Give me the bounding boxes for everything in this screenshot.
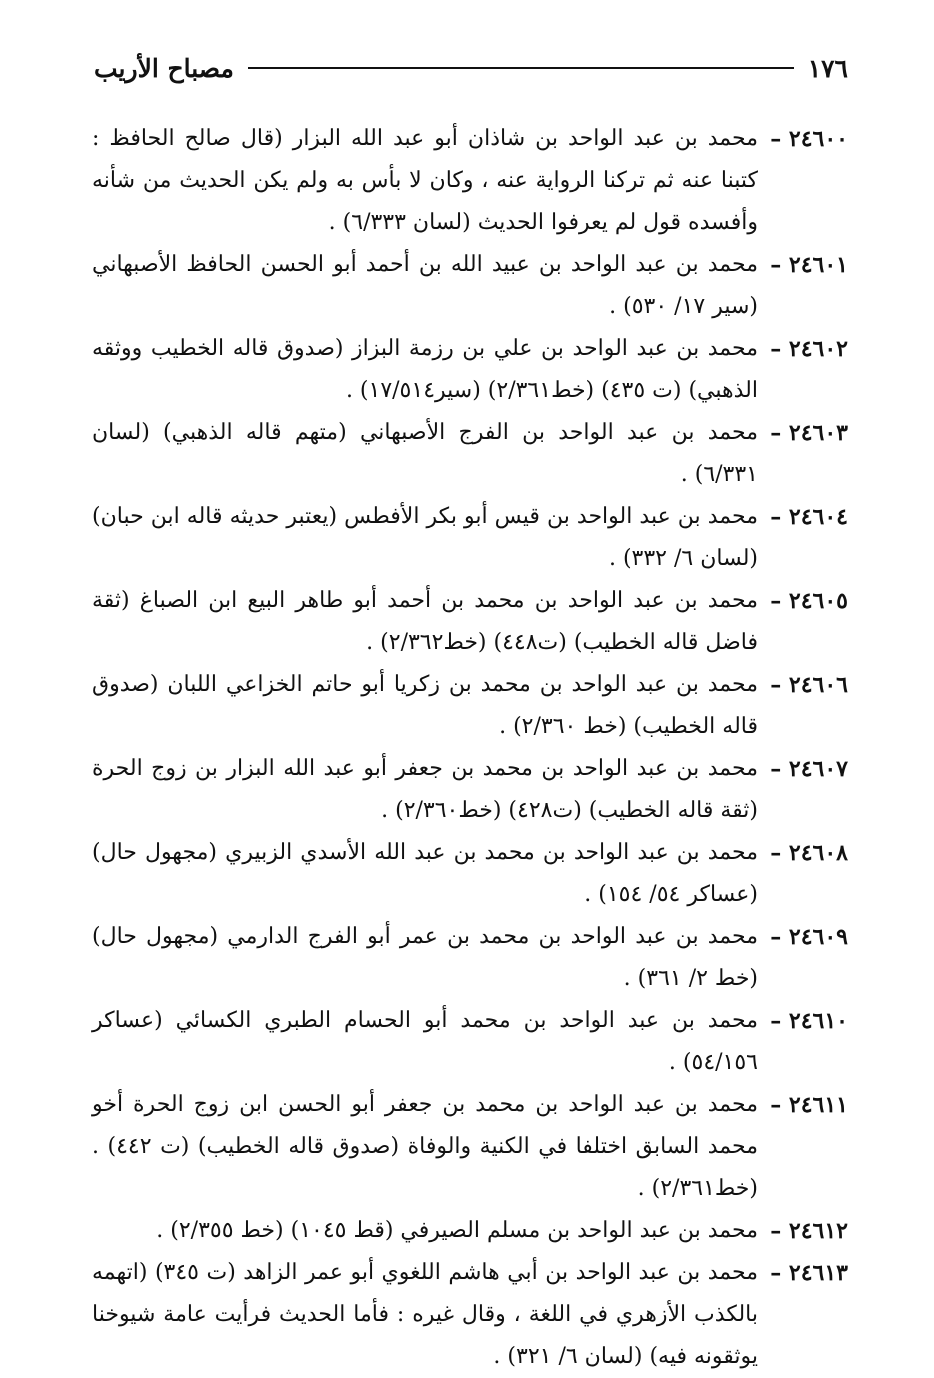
- entry-text: محمد بن عبد الواحد بن محمد بن أحمد أبو طاهر البيع ابن الصباغ (ثقة فاضل قاله الخطيب) (ت٤٤٨) (خط٢/٣٦٢) .: [92, 588, 758, 655]
- entry-24602: [92, 328, 848, 412]
- entry-text: محمد بن عبد الواحد بن عبيد الله بن أحمد أبو الحسن الحافظ الأصبهاني (سير ١٧/ ٥٣٠) .: [92, 252, 758, 319]
- page-number: ١٧٦: [807, 53, 848, 83]
- page-header: [94, 48, 848, 88]
- entry-24604: [92, 496, 848, 580]
- entry-24612: [92, 1210, 848, 1252]
- entry-number: ٢٤٦٠٦ –: [770, 672, 848, 698]
- entry-text: محمد بن عبد الواحد بن محمد بن عبد الله الأسدي الزبيري (مجهول حال) (عساكر ٥٤/ ١٥٤) .: [92, 840, 758, 907]
- entry-number: ٢٤٦٠١ –: [770, 252, 848, 278]
- entry-text: محمد بن عبد الواحد بن شاذان أبو عبد الله البزار (قال صالح الحافظ : كتبنا عنه ثم تركنا الرواية عنه ، وكان لا بأس به ولم يكن الحديث من شأنه وأفسده قول لم يعرفوا الحديث (لسان ٦/٣٣٣) .: [92, 126, 758, 235]
- entry-text: محمد بن عبد الواحد بن الفرج الأصبهاني (متهم قاله الذهبي) (لسان ٦/٣٣١) .: [92, 420, 758, 487]
- entry-number: ٢٤٦٠٣ –: [770, 420, 848, 446]
- entry-text: محمد بن عبد الواحد بن محمد بن جعفر أبو عبد الله البزار بن زوج الحرة (ثقة قاله الخطيب) (ت٤٢٨) (خط٢/٣٦٠) .: [92, 756, 759, 823]
- entry-24601: [92, 244, 848, 328]
- entry-24609: [92, 916, 848, 1000]
- entry-number: ٢٤٦١١ –: [770, 1092, 848, 1118]
- entry-list: [92, 118, 848, 1378]
- entry-24608: [92, 832, 848, 916]
- entry-number: ٢٤٦٠٢ –: [770, 336, 848, 362]
- entry-text: محمد بن عبد الواحد بن علي بن رزمة البزاز (صدوق قاله الخطيب ووثقه الذهبي) (ت ٤٣٥) (خط٢/٣٦١) (سير١٧/٥١٤) .: [92, 336, 758, 403]
- entry-number: ٢٤٦٠٤ –: [770, 504, 848, 530]
- entry-text: محمد بن عبد الواحد بن محمد بن زكريا أبو حاتم الخزاعي اللبان (صدوق قاله الخطيب) (خط ٢/٣٦٠) .: [92, 672, 758, 739]
- running-title: مصباح الأريب: [94, 53, 234, 83]
- entry-number: ٢٤٦١٠ –: [770, 1008, 848, 1034]
- entry-number: ٢٤٦٠٨ –: [770, 840, 848, 866]
- entry-text: محمد بن عبد الواحد بن مسلم الصيرفي (قط ١٠٤٥) (خط ٢/٣٥٥) .: [156, 1218, 758, 1243]
- entry-number: ٢٤٦٠٥ –: [770, 588, 848, 614]
- entry-text: محمد بن عبد الواحد بن أبي هاشم اللغوي أبو عمر الزاهد (ت ٣٤٥) (اتهمه بالكذب الأزهري في اللغة ، وقال غيره : فأما الحديث فرأيت عامة شيوخنا يوثقونه فيه) (لسان ٦/ ٣٢١) .: [92, 1260, 758, 1369]
- entry-24610: [92, 1000, 848, 1084]
- entry-number: ٢٤٦٠٠ –: [770, 126, 848, 152]
- entry-text: محمد بن عبد الواحد بن محمد بن عمر أبو الفرج الدارمي (مجهول حال) (خط ٢/ ٣٦١) .: [92, 924, 758, 991]
- header-rule: [248, 67, 794, 69]
- entry-24606: [92, 664, 848, 748]
- entry-24603: [92, 412, 848, 496]
- entry-number: ٢٤٦١٣ –: [770, 1260, 848, 1286]
- entry-24611: [92, 1084, 848, 1210]
- entry-24600: [92, 118, 848, 244]
- entry-24607: [92, 748, 848, 832]
- entry-24605: [92, 580, 848, 664]
- entry-24613: [92, 1252, 848, 1378]
- entry-number: ٢٤٦٠٩ –: [770, 924, 848, 950]
- entry-text: محمد بن عبد الواحد بن قيس أبو بكر الأفطس (يعتبر حديثه قاله ابن حبان) (لسان ٦/ ٣٣٢) .: [92, 504, 758, 571]
- entry-text: محمد بن عبد الواحد بن محمد بن جعفر أبو الحسن ابن زوج الحرة أخو محمد السابق اختلفا في الكنية والوفاة (صدوق قاله الخطيب) (ت ٤٤٢) . (خط٢/٣٦١) .: [92, 1092, 758, 1201]
- entry-number: ٢٤٦١٢ –: [770, 1218, 848, 1244]
- entry-number: ٢٤٦٠٧ –: [770, 756, 848, 782]
- entry-text: محمد بن عبد الواحد بن محمد أبو الحسام الطبري الكسائي (عساكر ٥٤/١٥٦) .: [92, 1008, 758, 1075]
